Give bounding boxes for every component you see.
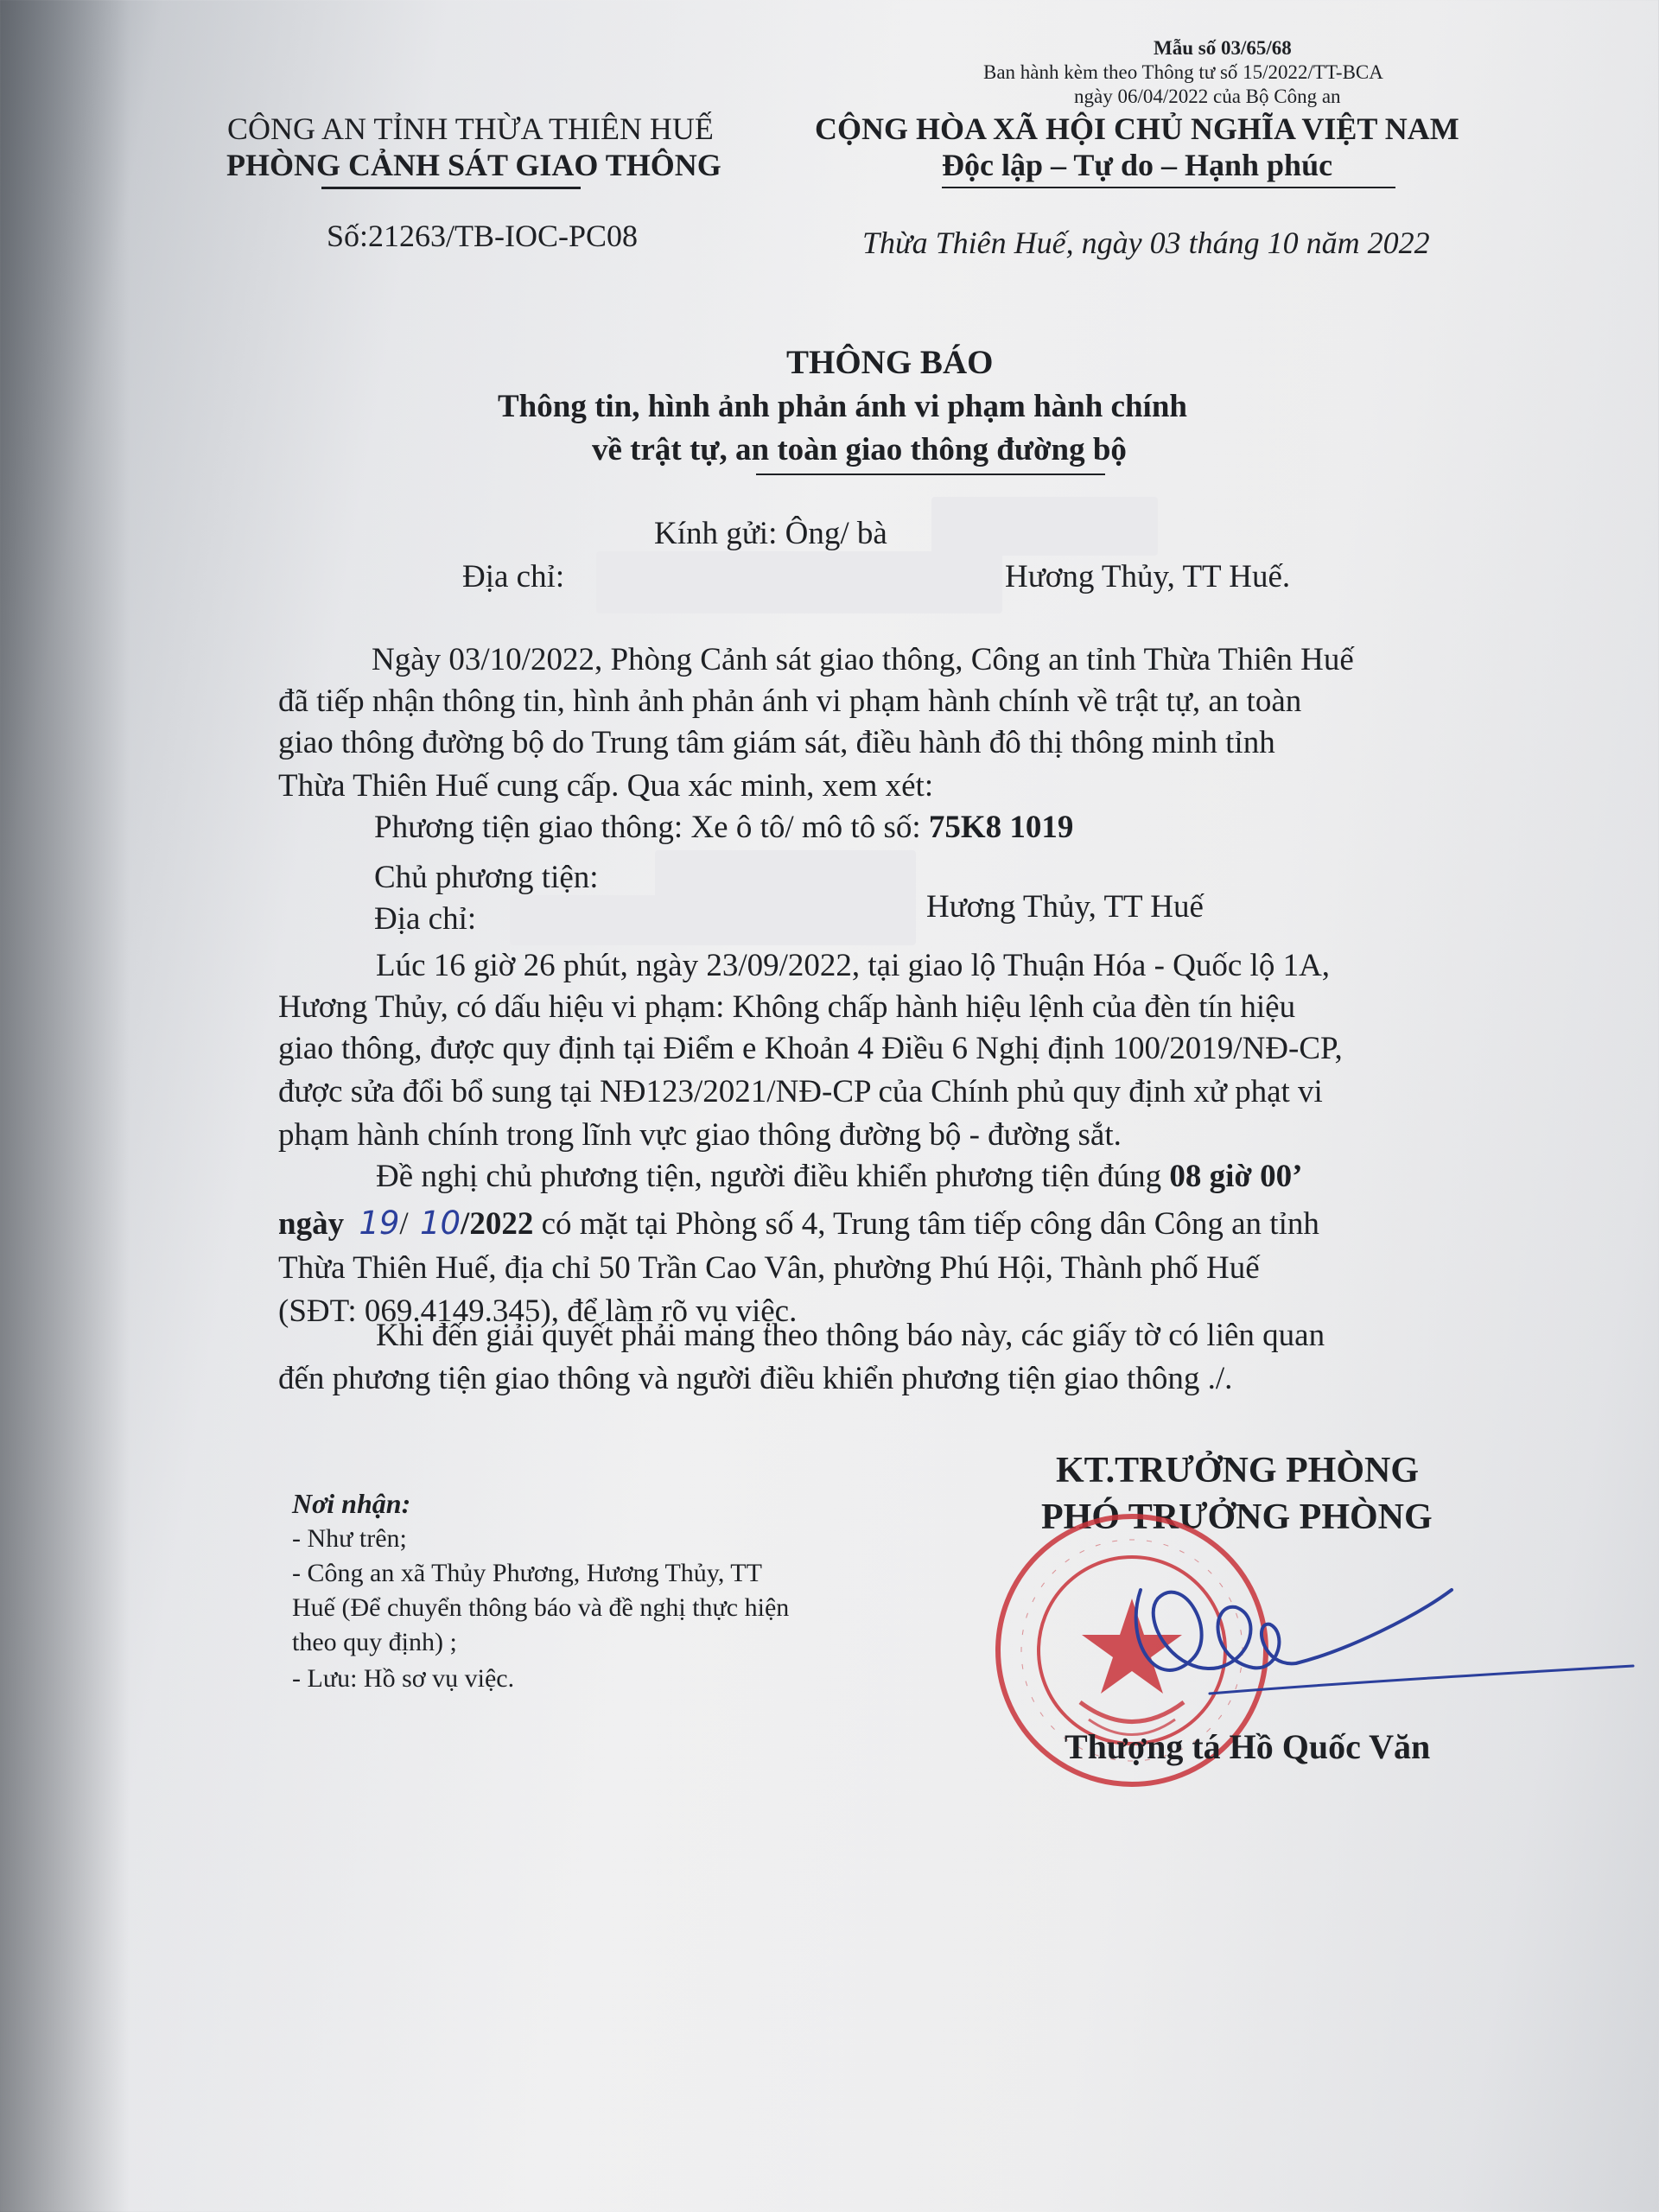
owner-label: Chủ phương tiện: [374, 860, 599, 895]
owner-address-suffix: Hương Thủy, TT Huế [926, 889, 1204, 925]
p2-line-3: giao thông, được quy định tại Điểm e Khoản 4 Điều 6 Nghị định 100/2019/NĐ-CP, [278, 1031, 1343, 1066]
p2-line-5: phạm hành chính trong lĩnh vực giao thông đường bộ - đường sắt. [278, 1117, 1122, 1153]
p3-time: 08 giờ 00’ [1169, 1159, 1303, 1194]
p2-line-1: Lúc 16 giờ 26 phút, ngày 23/09/2022, tại giao lộ Thuận Hóa - Quốc lộ 1A, [376, 948, 1331, 983]
signer-name: Thượng tá Hồ Quốc Văn [1065, 1727, 1431, 1766]
handwritten-signature [1089, 1538, 1642, 1728]
notice-subtitle-line1: Thông tin, hình ảnh phản ánh vi phạm hành chính [498, 389, 1187, 424]
recipients-item-4: theo quy định) ; [292, 1628, 457, 1656]
p3-start: Đề nghị chủ phương tiện, người điều khiển phương tiện đúng [376, 1159, 1162, 1194]
p3-line-4: (SĐT: 069.4149.345), để làm rõ vụ việc. [278, 1294, 798, 1329]
p3-rest: có mặt tại Phòng số 4, Trung tâm tiếp công dân Công an tỉnh [541, 1206, 1319, 1242]
issuer-agency: CÔNG AN TỈNH THỪA THIÊN HUẾ [227, 111, 714, 146]
recipients-item-2: - Công an xã Thủy Phương, Hương Thủy, TT [292, 1559, 762, 1587]
recipient-to-label: Kính gửi: Ông/ bà [654, 516, 887, 551]
nation-motto: Độc lập – Tự do – Hạnh phúc [942, 148, 1333, 182]
p1-line-2: đã tiếp nhận thông tin, hình ảnh phản ánh vi phạm hành chính về trật tự, an toàn [278, 683, 1302, 719]
p1-line-3: giao thông đường bộ do Trung tâm giám sát, điều hành đô thị thông minh tỉnh [278, 725, 1275, 760]
p2-line-4: được sửa đổi bổ sung tại NĐ123/2021/NĐ-CP của Chính phủ quy định xử phạt vi [278, 1074, 1323, 1109]
signature-title-line1: KT.TRƯỞNG PHÒNG [1056, 1451, 1419, 1491]
department-underline [321, 187, 581, 189]
redacted-owner-address [510, 895, 916, 945]
recipients-item-5: - Lưu: Hồ sơ vụ việc. [292, 1664, 515, 1693]
notice-subtitle-line2: về trật tự, an toàn giao thông đường bộ [592, 432, 1127, 467]
recipient-address-suffix: Hương Thủy, TT Huế. [1005, 559, 1291, 594]
redacted-recipient-name [931, 497, 1158, 556]
p3-day-label: ngày [278, 1206, 345, 1242]
recipients-item-1: - Như trên; [292, 1524, 407, 1553]
p2-line-2: Hương Thủy, có dấu hiệu vi phạm: Không chấp hành hiệu lệnh của đèn tín hiệu [278, 989, 1296, 1025]
form-issued-with: Ban hành kèm theo Thông tư số 15/2022/TT-BCA [983, 61, 1383, 83]
p4-line-2: đến phương tiện giao thông và người điều khiển phương tiện giao thông ./. [278, 1361, 1233, 1396]
handwritten-month: 10 [419, 1205, 461, 1242]
subtitle-underline [756, 474, 1105, 475]
signature-title-line2: PHÓ TRƯỞNG PHÒNG [1041, 1497, 1433, 1537]
p3-line-1 [376, 1156, 1302, 1198]
form-issued-date: ngày 06/04/2022 của Bộ Công an [1074, 86, 1341, 107]
recipient-address-label: Địa chỉ: [462, 559, 565, 594]
recipients-item-3: Huế (Để chuyển thông báo và đề nghị thực hiện [292, 1593, 790, 1622]
form-number: Mẫu số 03/65/68 [1154, 37, 1292, 59]
vehicle-label [374, 807, 1073, 849]
motto-underline [942, 187, 1395, 188]
redacted-recipient-address [596, 551, 1002, 613]
p3-line-3: Thừa Thiên Huế, địa chỉ 50 Trần Cao Vân, phường Phú Hội, Thành phố Huế [278, 1250, 1260, 1286]
p3-separator: / [399, 1206, 409, 1242]
place-and-date: Thừa Thiên Huế, ngày 03 tháng 10 năm 2022 [862, 226, 1430, 260]
redacted-owner-name [655, 850, 916, 900]
vehicle-plate: 75K8 1019 [928, 810, 1074, 845]
notice-title: THÔNG BÁO [786, 344, 994, 381]
handwritten-day: 19 [359, 1205, 400, 1242]
owner-address-label: Địa chỉ: [374, 901, 477, 937]
p3-year: /2022 [461, 1206, 534, 1242]
document-number: Số:21263/TB-IOC-PC08 [327, 219, 639, 253]
page-edge-shadow [0, 0, 130, 2212]
p3-line-2 [278, 1203, 1319, 1246]
nation-name: CỘNG HÒA XÃ HỘI CHỦ NGHĨA VIỆT NAM [815, 111, 1459, 146]
p4-line-1: Khi đến giải quyết phải mang theo thông báo này, các giấy tờ có liên quan [376, 1318, 1325, 1353]
issuer-department: PHÒNG CẢNH SÁT GIAO THÔNG [226, 148, 721, 182]
p1-line-1: Ngày 03/10/2022, Phòng Cảnh sát giao thông, Công an tỉnh Thừa Thiên Huế [372, 642, 1354, 677]
recipients-heading: Nơi nhận: [292, 1488, 411, 1519]
vehicle-label-text: Phương tiện giao thông: Xe ô tô/ mô tô số: [374, 810, 921, 845]
p1-line-4: Thừa Thiên Huế cung cấp. Qua xác minh, xem xét: [278, 768, 934, 804]
